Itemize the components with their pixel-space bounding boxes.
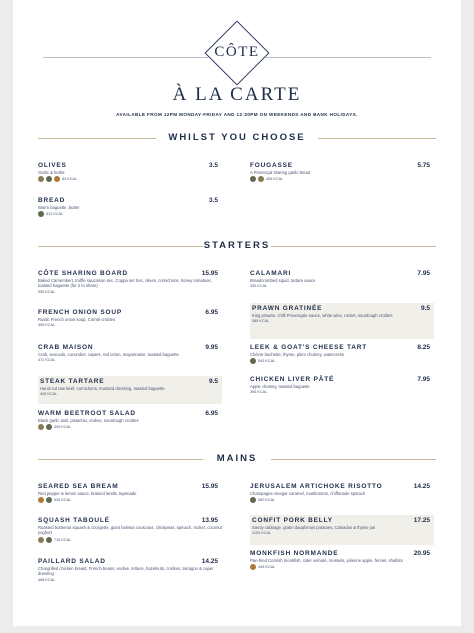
gluten-free-icon [54,176,60,182]
calorie-count: 445 KCAL [258,565,276,570]
veg-icon [250,176,256,182]
dish-description: Pan-fried Cornish monkfish, cider velouté, mussels, julienne apple, fennel, shallots [250,558,403,563]
dish-meta [38,537,222,543]
dish-description: Chèvre buchette, thyme, plum chutney, watercress [250,352,344,357]
calorie-count: 468 KCAL [38,577,56,582]
dish-price: 6.95 [205,309,218,316]
dish-meta [38,323,222,327]
dish-description: Breadcrumbed squid, tartare sauce [250,278,316,283]
dish-name: WARM BEETROOT SALAD [38,410,136,417]
dish-description: Red pepper & lemon sauce, braised lentils, tapenade [38,491,137,496]
dish-meta [250,319,434,323]
dish-description: Garlic & herbs [38,170,65,175]
dish-price: 14.25 [413,483,430,490]
calorie-count: 455 KCAL [38,323,56,328]
calorie-count: 385 KCAL [252,319,270,324]
page-bottom-edge [0,626,474,633]
calorie-count: 396 KCAL [250,390,268,395]
dish-name: PAILLARD SALAD [38,558,106,565]
dish-name: FOUGASSE [250,162,293,169]
header-rule-left [43,57,208,58]
menu-item [38,309,222,327]
dish-meta [250,564,434,570]
calorie-count: 312 KCAL [46,212,64,217]
veg-icon [250,497,256,503]
dish-price: 3.5 [208,162,218,169]
brand-logo: CÔTE [214,44,260,60]
dish-price: 15.95 [201,483,218,490]
veg-icon [46,537,52,543]
dish-meta [250,284,434,288]
dish-name: CHICKEN LIVER PÂTÉ [250,376,335,383]
dish-meta [38,392,222,396]
dish-description: Champagne vinegar caramel, mushrooms, chiffonade spinach [250,491,366,496]
dish-price: 7.95 [417,376,430,383]
dish-description: Baked Camembert, truffle saucisson sec, Coppa set Sec, olives, cornichons, honey tomatoes, toasted baguette (for 2 to share) [38,278,212,289]
calorie-count: 406 KCAL [40,392,58,397]
dish-price: 17.25 [413,517,430,524]
dish-price: 15.95 [201,270,218,277]
dish-name: STEAK TARTARE [40,378,105,385]
veg-icon [250,358,256,364]
calorie-count: 335 KCAL [250,284,268,289]
menu-item [250,515,434,545]
dish-name: MONKFISH NORMANDE [250,550,339,557]
gluten-free-icon [38,497,44,503]
veg-icon [38,211,44,217]
dish-description: Savoy cabbage, gratin dauphinois potatoes, Calvados & thyme jus [252,525,376,530]
menu-item [38,344,222,362]
header-rule-right [266,57,431,58]
dish-description: Roasted butternut squash & courgette, giant harissa couscous, chickpeas, spinach, rocket, coconut yoghurt [38,525,222,536]
dish-price: 3.5 [208,197,218,204]
dish-meta [38,176,222,182]
dish-price: 20.95 [413,550,430,557]
dish-name: SQUASH TABOULÉ [38,517,110,524]
dish-description: Crab, avocado, cucumber, capers, red onion, mayonnaise, toasted baguette [38,352,179,357]
dish-meta [250,531,434,535]
dish-description: Hand-cut raw beef, cornichons, mustard dressing, toasted baguette [40,386,165,391]
dish-name: JERUSALEM ARTICHOKE RISOTTO [250,483,383,490]
calorie-count: 84 KCAL [62,177,78,182]
veg-icon [46,176,52,182]
section-title: STARTERS [203,240,271,251]
menu-item [38,517,222,543]
section-title: MAINS [216,453,258,464]
dish-price: 6.95 [205,410,218,417]
dish-meta [38,211,222,217]
menu-item [250,162,434,182]
dish-name: OLIVES [38,162,67,169]
section-header [38,453,436,465]
dish-name: BREAD [38,197,66,204]
dish-name: SEARED SEA BREAM [38,483,119,490]
menu-item [38,197,222,217]
calorie-count: 472 KCAL [38,358,56,363]
dish-description: Rustic French onion soup, Comté croûtes [38,317,116,322]
menu-item [250,550,434,570]
dish-meta [250,176,434,182]
dish-name: PRAWN GRATINÉE [252,305,323,312]
menu-item [38,376,222,404]
section-header [38,132,436,144]
menu-item [38,270,222,294]
vegan-icon [38,424,44,430]
dish-meta [250,358,434,364]
dish-description: Apple chutney, toasted baguette [250,384,310,389]
dish-price: 9.5 [208,378,218,385]
dish-price: 13.95 [201,517,218,524]
section-title: WHILST YOU CHOOSE [168,132,306,143]
vegan-icon [38,537,44,543]
dish-price: 8.25 [417,344,430,351]
calorie-count: 955 KCAL [38,289,56,294]
menu-item [38,410,222,430]
menu-item [250,376,434,394]
dish-description: A Provençal sharing garlic bread [250,170,311,175]
calorie-count: 1153 KCAL [252,531,272,536]
dish-name: CALAMARI [250,270,292,277]
dish-meta [38,424,222,430]
veg-icon [46,497,52,503]
dish-meta [250,390,434,394]
vegan-icon [38,176,44,182]
menu-item [250,344,434,364]
calorie-count: 406 KCAL [266,177,284,182]
calorie-count: 580 KCAL [258,498,276,503]
dish-meta [38,578,222,582]
menu-page [13,0,461,626]
vegan-icon [258,176,264,182]
menu-item [38,558,222,582]
section-header [38,240,436,252]
availability-note: AVAILABLE FROM 12PM MONDAY-FRIDAY AND 12:30PM ON WEEKENDS AND BANK HOLIDAYS. [116,112,358,117]
dish-meta [38,358,222,362]
dish-meta [250,497,434,503]
dish-description: Chargrilled chicken breast, French beans, endive, lettuce, hazelnuts, croûtes, tarragon & caper dressing [38,566,214,577]
dish-price: 7.95 [417,270,430,277]
dish-meta [38,290,222,294]
calorie-count: 305 KCAL [54,425,72,430]
veg-icon [46,424,52,430]
dish-price: 9.5 [420,305,430,312]
dish-name: LEEK & GOAT'S CHEESE TART [250,344,368,351]
gluten-free-icon [250,564,256,570]
dish-name: CONFIT PORK BELLY [252,517,333,524]
dish-description: Black garlic aioli, pistachio, endive, sourdough croûtes [38,418,139,423]
menu-item [38,162,222,182]
dish-name: CÔTE SHARING BOARD [38,270,128,277]
menu-item [250,483,434,503]
menu-item [38,483,222,503]
dish-meta [38,497,222,503]
dish-price: 14.25 [201,558,218,565]
dish-description: King prawns, chilli Provençale sauce, white wine, rocket, sourdough croûtes [252,313,393,318]
dish-description: Warm baguette, butter [38,205,80,210]
calorie-count: 528 KCAL [54,498,72,503]
menu-item [250,303,434,339]
dish-name: CRAB MAISON [38,344,94,351]
page-title: À LA CARTE [172,84,302,105]
calorie-count: 718 KCAL [54,537,72,542]
calorie-count: 543 KCAL [258,359,276,364]
menu-item [250,270,434,288]
dish-price: 5.75 [417,162,430,169]
dish-price: 9.95 [205,344,218,351]
dish-name: FRENCH ONION SOUP [38,309,123,316]
